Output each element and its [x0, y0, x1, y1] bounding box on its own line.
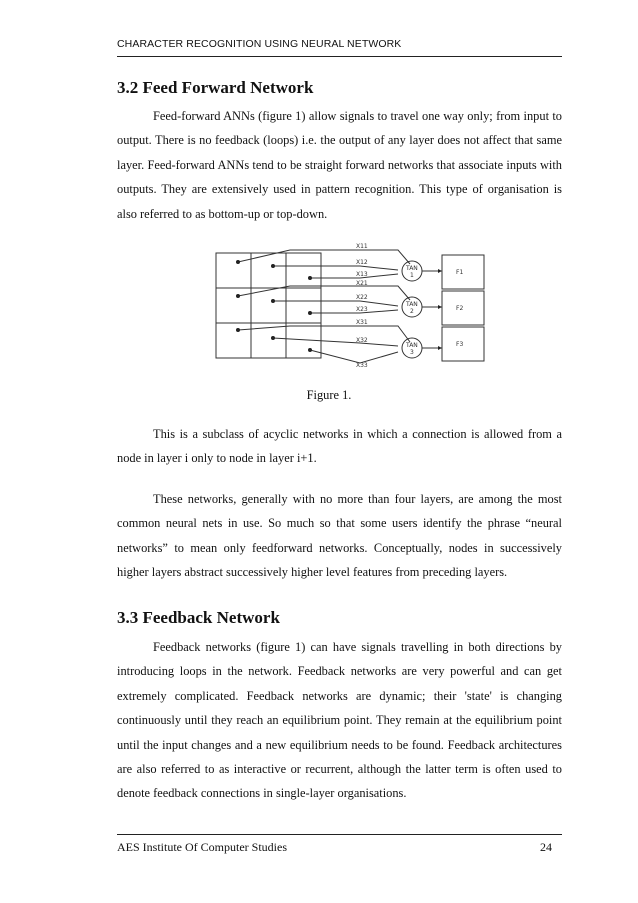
paragraph-layers: These networks, generally with no more than four layers, are among the most common neural nets in use. So much so that some users identify the phrase “neural networks” to mean only feedforward networks. Conceptually, nodes in successively higher layers abstract successively higher level features from preceding layers.	[117, 492, 562, 580]
node-label: TAN	[406, 342, 418, 349]
footer-rule	[117, 834, 562, 835]
running-header: CHARACTER RECOGNITION USING NEURAL NETWORK	[117, 38, 402, 50]
input-label: X12	[356, 259, 368, 266]
input-label: X23	[356, 306, 368, 313]
paragraph-acyclic: This is a subclass of acyclic networks in which a connection is allowed from a node in layer i only to node in layer i+1.	[117, 427, 562, 466]
paragraph-feedback: Feedback networks (figure 1) can have signals travelling in both directions by introducing loops in the network. Feedback networks are very powerful and can get extremely complicated. Feedback networks are dynamic; their 'state' is changing continuously until they reach an equilibrium point. They remain at the equilibrium point until the input changes and a new equilibrium needs to be found. Feedback architectures are also referred to as interactive or recurrent, although the latter term is often used to denote feedback connections in single-layer organisations.	[117, 640, 562, 801]
paragraph-feed-forward-intro: Feed-forward ANNs (figure 1) allow signals to travel one way only; from input to output. There is no feedback (loops) i.e. the output of any layer does not affect that same layer. Feed-forward ANNs tend to be straight forward networks that associate inputs with outputs. They are extensively used in pattern recognition. This type of organisation is also referred to as bottom-up or top-down.	[117, 109, 562, 221]
node-index: 1	[410, 272, 414, 279]
figure-caption: Figure 1.	[306, 388, 352, 402]
node-label: TAN	[406, 301, 418, 308]
input-label: X11	[356, 243, 368, 250]
input-label: X31	[356, 319, 368, 326]
input-label: X32	[356, 337, 368, 344]
output-label: F1	[456, 269, 464, 276]
node-index: 3	[410, 349, 414, 356]
section-title-feed-forward: 3.2 Feed Forward Network	[117, 78, 314, 97]
input-label: X33	[356, 362, 368, 369]
input-label: X13	[356, 271, 368, 278]
header-rule	[117, 56, 562, 57]
page-number: 24	[540, 840, 552, 854]
output-label: F3	[456, 341, 464, 348]
section-title-feedback: 3.3 Feedback Network	[117, 608, 280, 627]
node-label: TAN	[406, 265, 418, 272]
input-grid	[216, 253, 321, 358]
input-label: X22	[356, 294, 368, 301]
footer-institute: AES Institute Of Computer Studies	[117, 840, 287, 854]
node-index: 2	[410, 308, 414, 315]
input-label: X21	[356, 280, 368, 287]
figure-1-diagram	[210, 238, 490, 373]
output-label: F2	[456, 305, 464, 312]
